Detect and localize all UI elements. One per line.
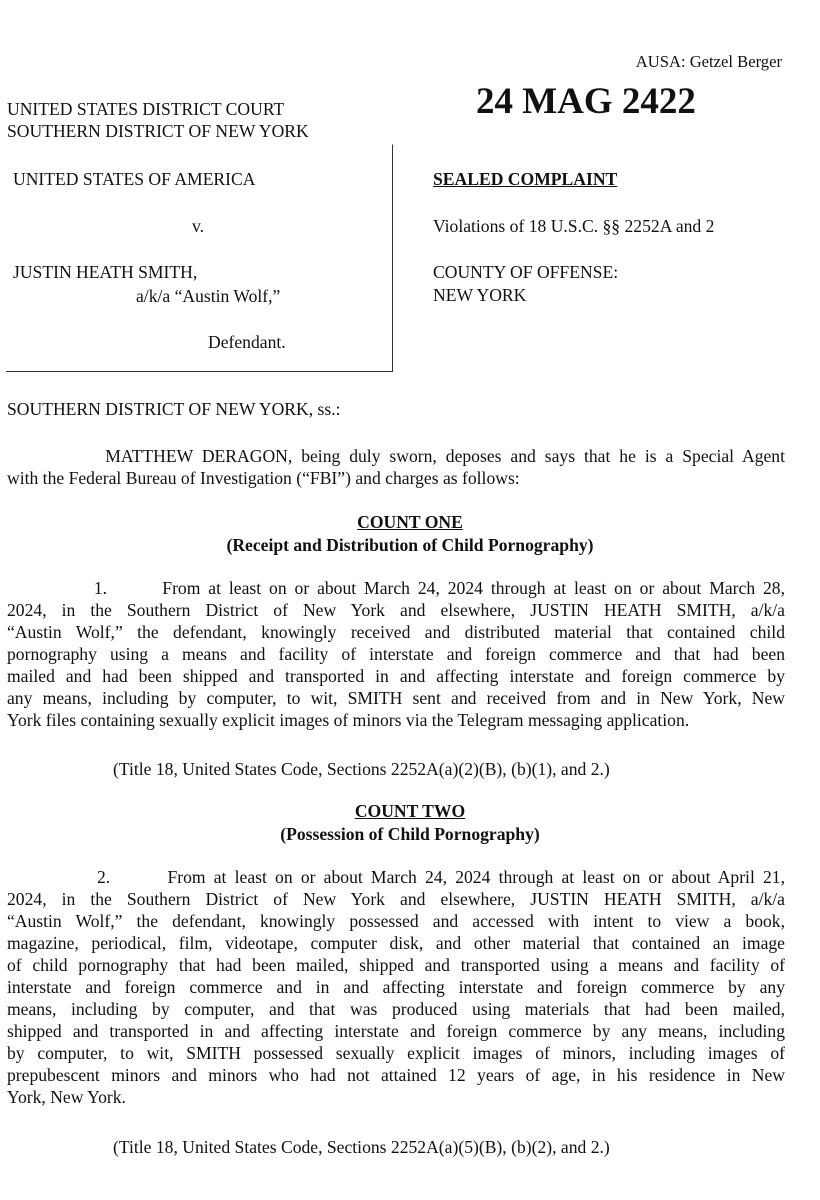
paragraph-line: magazine, periodical, film, videotape, computer disk, and other material that contained an image — [7, 933, 785, 953]
paragraph-line: pornography using a means and facility of interstate and foreign commerce and that had been — [7, 644, 785, 664]
county-value: NEW YORK — [433, 285, 527, 305]
count-one-heading: COUNT ONE — [357, 512, 463, 532]
count-one-subheading: (Receipt and Distribution of Child Pornography) — [226, 535, 594, 555]
paragraph-line: prepubescent minors and minors who had not attained 12 years of age, in his residence in New — [7, 1065, 785, 1085]
count-two-heading: COUNT TWO — [354, 801, 466, 821]
defendant-name: JUSTIN HEATH SMITH, — [13, 262, 198, 282]
paragraph-line: “Austin Wolf,” the defendant, knowingly possessed and accessed with intent to view a book, — [7, 911, 785, 931]
count-two-paragraph — [7, 866, 785, 1108]
paragraph-line: of child pornography that had been mailed, shipped and transported using a means and facility of — [7, 955, 785, 975]
intro-paragraph — [7, 445, 785, 489]
intro-line: with the Federal Bureau of Investigation (“FBI”) and charges as follows: — [7, 468, 520, 488]
paragraph-line: 2. From at least on or about March 24, 2024 through at least on or about April 21, — [7, 867, 785, 887]
county-label: COUNTY OF OFFENSE: — [433, 262, 619, 282]
count-two-citation: (Title 18, United States Code, Sections 2252A(a)(5)(B), (b)(2), and 2.) — [113, 1137, 610, 1157]
paragraph-line: shipped and transported in and affecting interstate and foreign commerce by any means, including — [7, 1021, 785, 1041]
paragraph-line: 2024, in the Southern District of New York and elsewhere, JUSTIN HEATH SMITH, a/k/a — [7, 889, 785, 909]
count-two-subheading: (Possession of Child Pornography) — [280, 824, 540, 844]
paragraph-line: by computer, to wit, SMITH possessed sexually explicit images of minors, including images of — [7, 1043, 785, 1063]
paragraph-line: mailed and had been shipped and transported in and affecting interstate and foreign commerce by — [7, 666, 785, 686]
ausa-line: AUSA: Getzel Berger — [635, 52, 782, 71]
magistrate-number: 24 MAG 2422 — [476, 81, 696, 122]
violations: Violations of 18 U.S.C. §§ 2252A and 2 — [433, 216, 715, 236]
paragraph-line: any means, including by computer, to wit, SMITH sent and received from and in New York, New — [7, 688, 785, 708]
count-one-citation: (Title 18, United States Code, Sections 2252A(a)(2)(B), (b)(1), and 2.) — [113, 759, 610, 779]
paragraph-line: 2024, in the Southern District of New York and elsewhere, JUSTIN HEATH SMITH, a/k/a — [7, 600, 785, 620]
paragraph-line: 1. From at least on or about March 24, 2024 through at least on or about March 28, — [7, 578, 785, 598]
court-name-line1: UNITED STATES DISTRICT COURT — [7, 99, 285, 119]
plaintiff-name: UNITED STATES OF AMERICA — [13, 169, 256, 189]
venue-line: SOUTHERN DISTRICT OF NEW YORK, ss.: — [7, 399, 341, 419]
document-type: SEALED COMPLAINT — [433, 169, 618, 189]
defendant-label: Defendant. — [208, 332, 286, 352]
count-one-paragraph — [7, 577, 785, 731]
paragraph-line: York files containing sexually explicit images of minors via the Telegram messaging application. — [7, 710, 690, 730]
paragraph-line: York, New York. — [7, 1087, 126, 1107]
paragraph-line: interstate and foreign commerce and in and affecting interstate and foreign commerce by any — [7, 977, 785, 997]
paragraph-line: “Austin Wolf,” the defendant, knowingly received and distributed material that contained child — [7, 622, 785, 642]
intro-line: MATTHEW DERAGON, being duly sworn, deposes and says that he is a Special Agent — [7, 446, 785, 466]
paragraph-line: means, including by computer, and that was produced using materials that had been mailed, — [7, 999, 785, 1019]
court-name-line2: SOUTHERN DISTRICT OF NEW YORK — [7, 121, 309, 141]
versus: v. — [192, 216, 205, 236]
defendant-alias: a/k/a “Austin Wolf,” — [136, 286, 281, 306]
